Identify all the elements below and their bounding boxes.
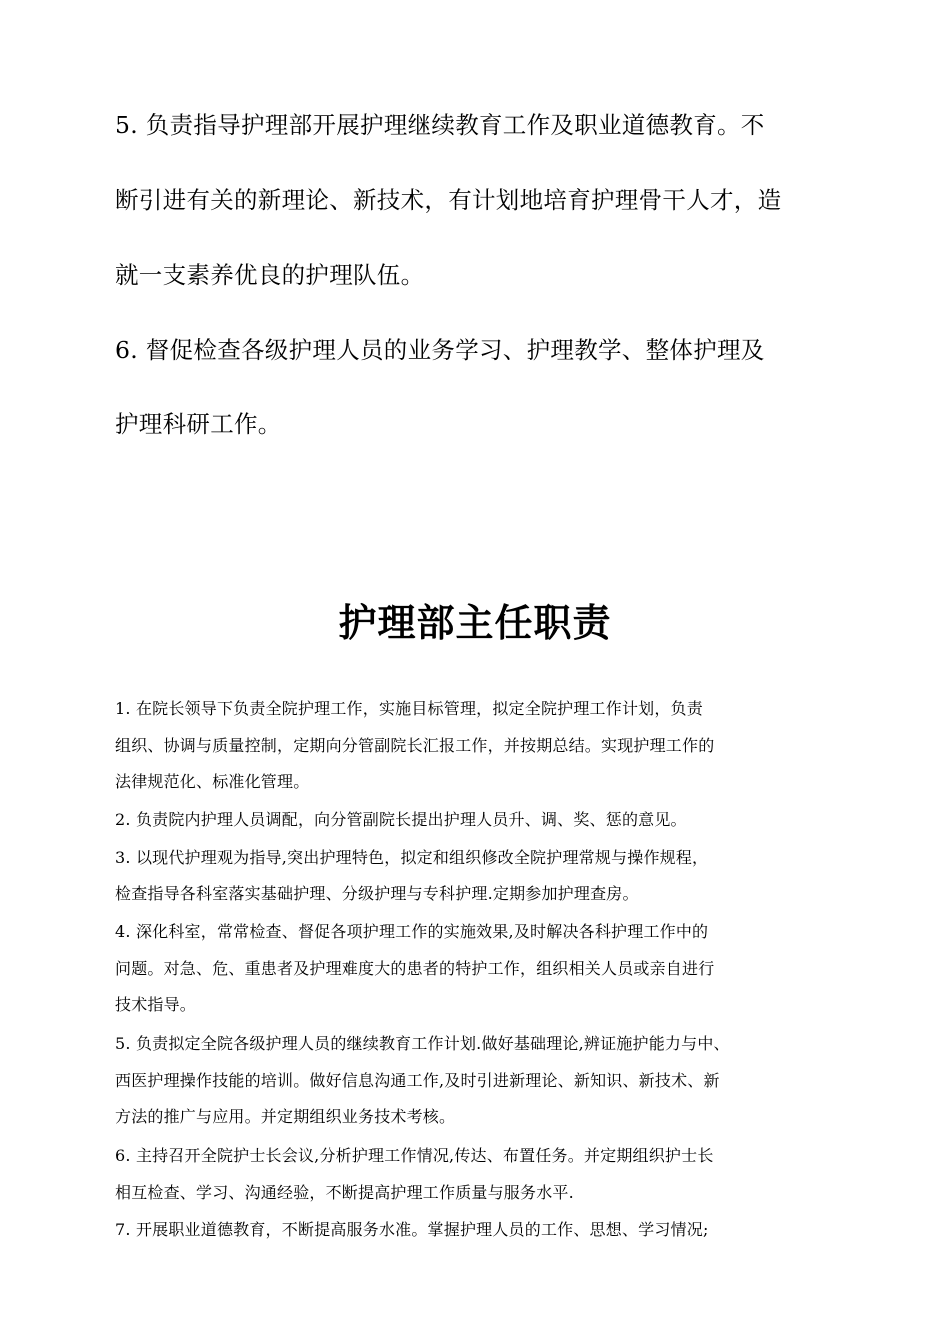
duty-4-line-1: 4. 深化科室，常常检查、督促各项护理工作的实施效果,及时解决各科护理工作中的: [115, 922, 709, 941]
duty-5-line-3: 方法的推广与应用。并定期组织业务技术考核。: [115, 1107, 456, 1126]
intro-item-6-line-2: 护理科研工作。: [115, 410, 282, 438]
duty-3-line-2: 检查指导各科室落实基础护理、分级护理与专科护理.定期参加护理查房。: [115, 884, 639, 903]
section-title: 护理部主任职责: [338, 601, 612, 645]
duty-1-line-3: 法律规范化、标准化管理。: [115, 772, 310, 791]
intro-item-5-line-2: 断引进有关的新理论、新技术，有计划地培育护理骨干人才，造: [115, 186, 782, 214]
duty-4-line-3: 技术指导。: [115, 995, 197, 1014]
duty-4-line-2: 问题。对急、危、重患者及护理难度大的患者的特护工作，组织相关人员或亲自进行: [115, 959, 715, 978]
duty-5-line-2: 西医护理操作技能的培训。做好信息沟通工作,及时引进新理论、新知识、新技术、新: [115, 1071, 720, 1090]
duty-7-line-1: 7. 开展职业道德教育，不断提高服务水准。掌握护理人员的工作、思想、学习情况;: [115, 1220, 709, 1239]
intro-item-6-line-1: 6. 督促检查各级护理人员的业务学习、护理教学、整体护理及: [115, 336, 765, 364]
duty-2-line-1: 2. 负责院内护理人员调配，向分管副院长提出护理人员升、调、奖、惩的意见。: [115, 810, 687, 829]
duty-6-line-2: 相互检查、学习、沟通经验，不断提高护理工作质量与服务水平.: [115, 1183, 574, 1202]
duty-6-line-1: 6. 主持召开全院护士长会议,分析护理工作情况,传达、布置任务。并定期组织护士长: [115, 1146, 714, 1165]
intro-item-5-line-1: 5. 负责指导护理部开展护理继续教育工作及职业道德教育。不: [115, 111, 765, 139]
intro-item-5-line-3: 就一支素养优良的护理队伍。: [115, 261, 425, 289]
duty-1-line-1: 1. 在院长领导下负责全院护理工作，实施目标管理，拟定全院护理工作计划，负责: [115, 699, 703, 718]
duty-5-line-1: 5. 负责拟定全院各级护理人员的继续教育工作计划.做好基础理论,辨证施护能力与中、: [115, 1034, 730, 1053]
duty-1-line-2: 组织、协调与质量控制，定期向分管副院长汇报工作，并按期总结。实现护理工作的: [115, 736, 715, 755]
duty-3-line-1: 3. 以现代护理观为指导,突出护理特色，拟定和组织修改全院护理常规与操作规程，: [115, 848, 709, 867]
